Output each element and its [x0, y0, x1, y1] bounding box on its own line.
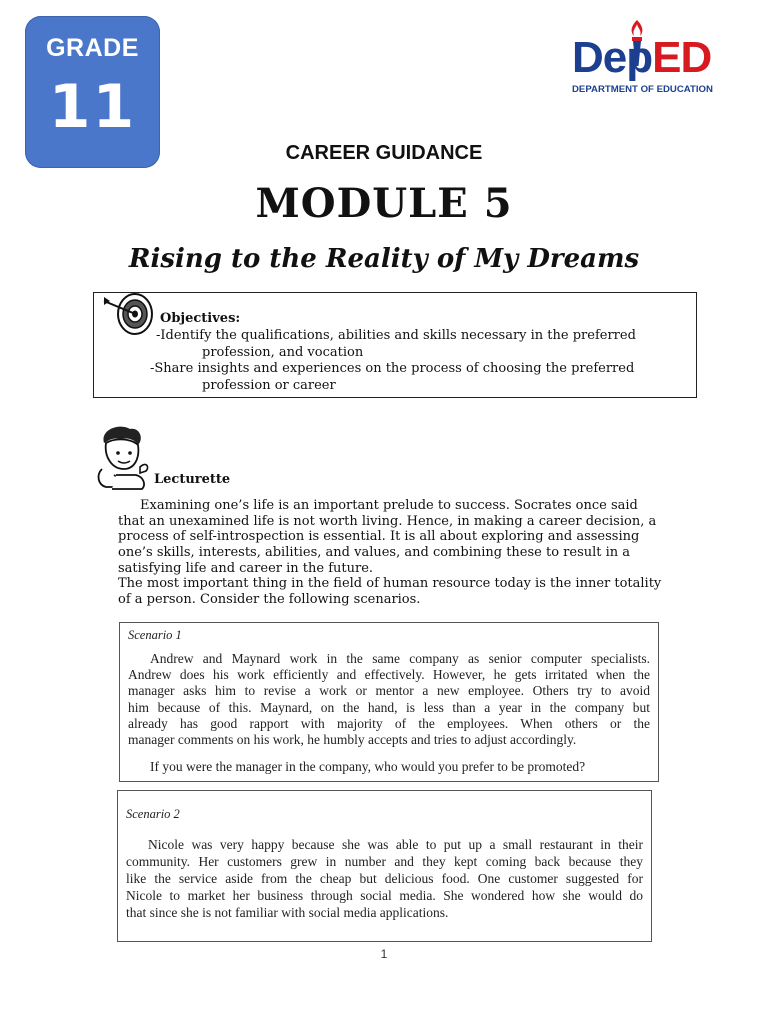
objectives-box [93, 292, 697, 398]
logo-dep: Dep [572, 33, 653, 82]
scenario-2-box [117, 790, 652, 942]
scenario-text-line: Nicole was very happy because she was able to put up a small restaurant in their [148, 837, 643, 852]
page-number: 1 [380, 947, 388, 961]
scenario-2-title: Scenario 2 [126, 807, 180, 821]
paragraph-line: of a person. Consider the following scenarios. [118, 592, 421, 607]
scenario-1-title: Scenario 1 [128, 628, 182, 642]
objectives-heading: Objectives: [160, 311, 241, 326]
scenario-1-box [119, 622, 659, 782]
scenario-text-line: like the service aside from the cheap but delicious food. One customer suggested for [126, 871, 643, 886]
scenario-text-line: Nicole to market her business through social media. She wondered how she would do [126, 888, 643, 903]
grade-label: GRADE [46, 34, 139, 62]
scenario-1-question: If you were the manager in the company, who would you prefer to be promoted? [150, 759, 586, 774]
scenario-text-line: manager asks him to revise a work or mentor a new employee. Others try to avoid [128, 683, 650, 698]
scenario-text-line: that since she is not familiar with social media applications. [126, 905, 449, 920]
lecturette-heading: Lecturette [154, 472, 231, 487]
paragraph-line: that an unexamined life is not worth living. Hence, in making a career decision, a [118, 514, 657, 529]
module-title: MODULE 5 [255, 180, 513, 227]
objective-line: profession, and vocation [202, 345, 364, 360]
deped-logo [570, 18, 740, 98]
scenario-text-line: Andrew does his work efficiently and effectively. However, he gets irritated when the [128, 667, 650, 682]
target-icon [102, 291, 154, 337]
logo-subtitle: DEPARTMENT OF EDUCATION [572, 84, 713, 95]
scenario-text-line: manager comments on his work, he humbly accepts and tries to adjust accordingly. [128, 732, 577, 747]
scenario-text-line: already has good rapport with majority of the employees. When others or the [128, 716, 650, 731]
student-icon [90, 423, 156, 491]
paragraph-line: process of self-introspection is essential. It is all about exploring and assessing [118, 529, 640, 544]
scenario-text-line: him because of this. Maynard, on the hand, is less than a year in the company but [128, 700, 650, 715]
scenario-text-line: Andrew and Maynard work in the same company as senior computer specialists. [150, 651, 650, 666]
scenario-text-line: community. Her customers grew in number and they kept coming back because they [126, 854, 643, 869]
logo-ed: ED [652, 33, 712, 82]
paragraph-line: satisfying life and career in the future. [118, 561, 374, 576]
objective-line: profession or career [202, 378, 336, 393]
subject-title: CAREER GUIDANCE [285, 142, 483, 164]
module-subtitle: Rising to the Reality of My Dreams [128, 244, 640, 274]
objective-line: -Identify the qualifications, abilities and skills necessary in the preferred [156, 328, 636, 343]
paragraph-line: one’s skills, interests, abilities, and values, and combining these to result in a [118, 545, 631, 560]
objective-line: -Share insights and experiences on the process of choosing the preferred [150, 361, 635, 376]
grade-number: 11 [48, 72, 137, 142]
paragraph-line: The most important thing in the field of human resource today is the inner totality [118, 576, 662, 591]
deped-wordmark [572, 33, 712, 82]
paragraph-line: Examining one’s life is an important prelude to success. Socrates once said [140, 498, 638, 513]
